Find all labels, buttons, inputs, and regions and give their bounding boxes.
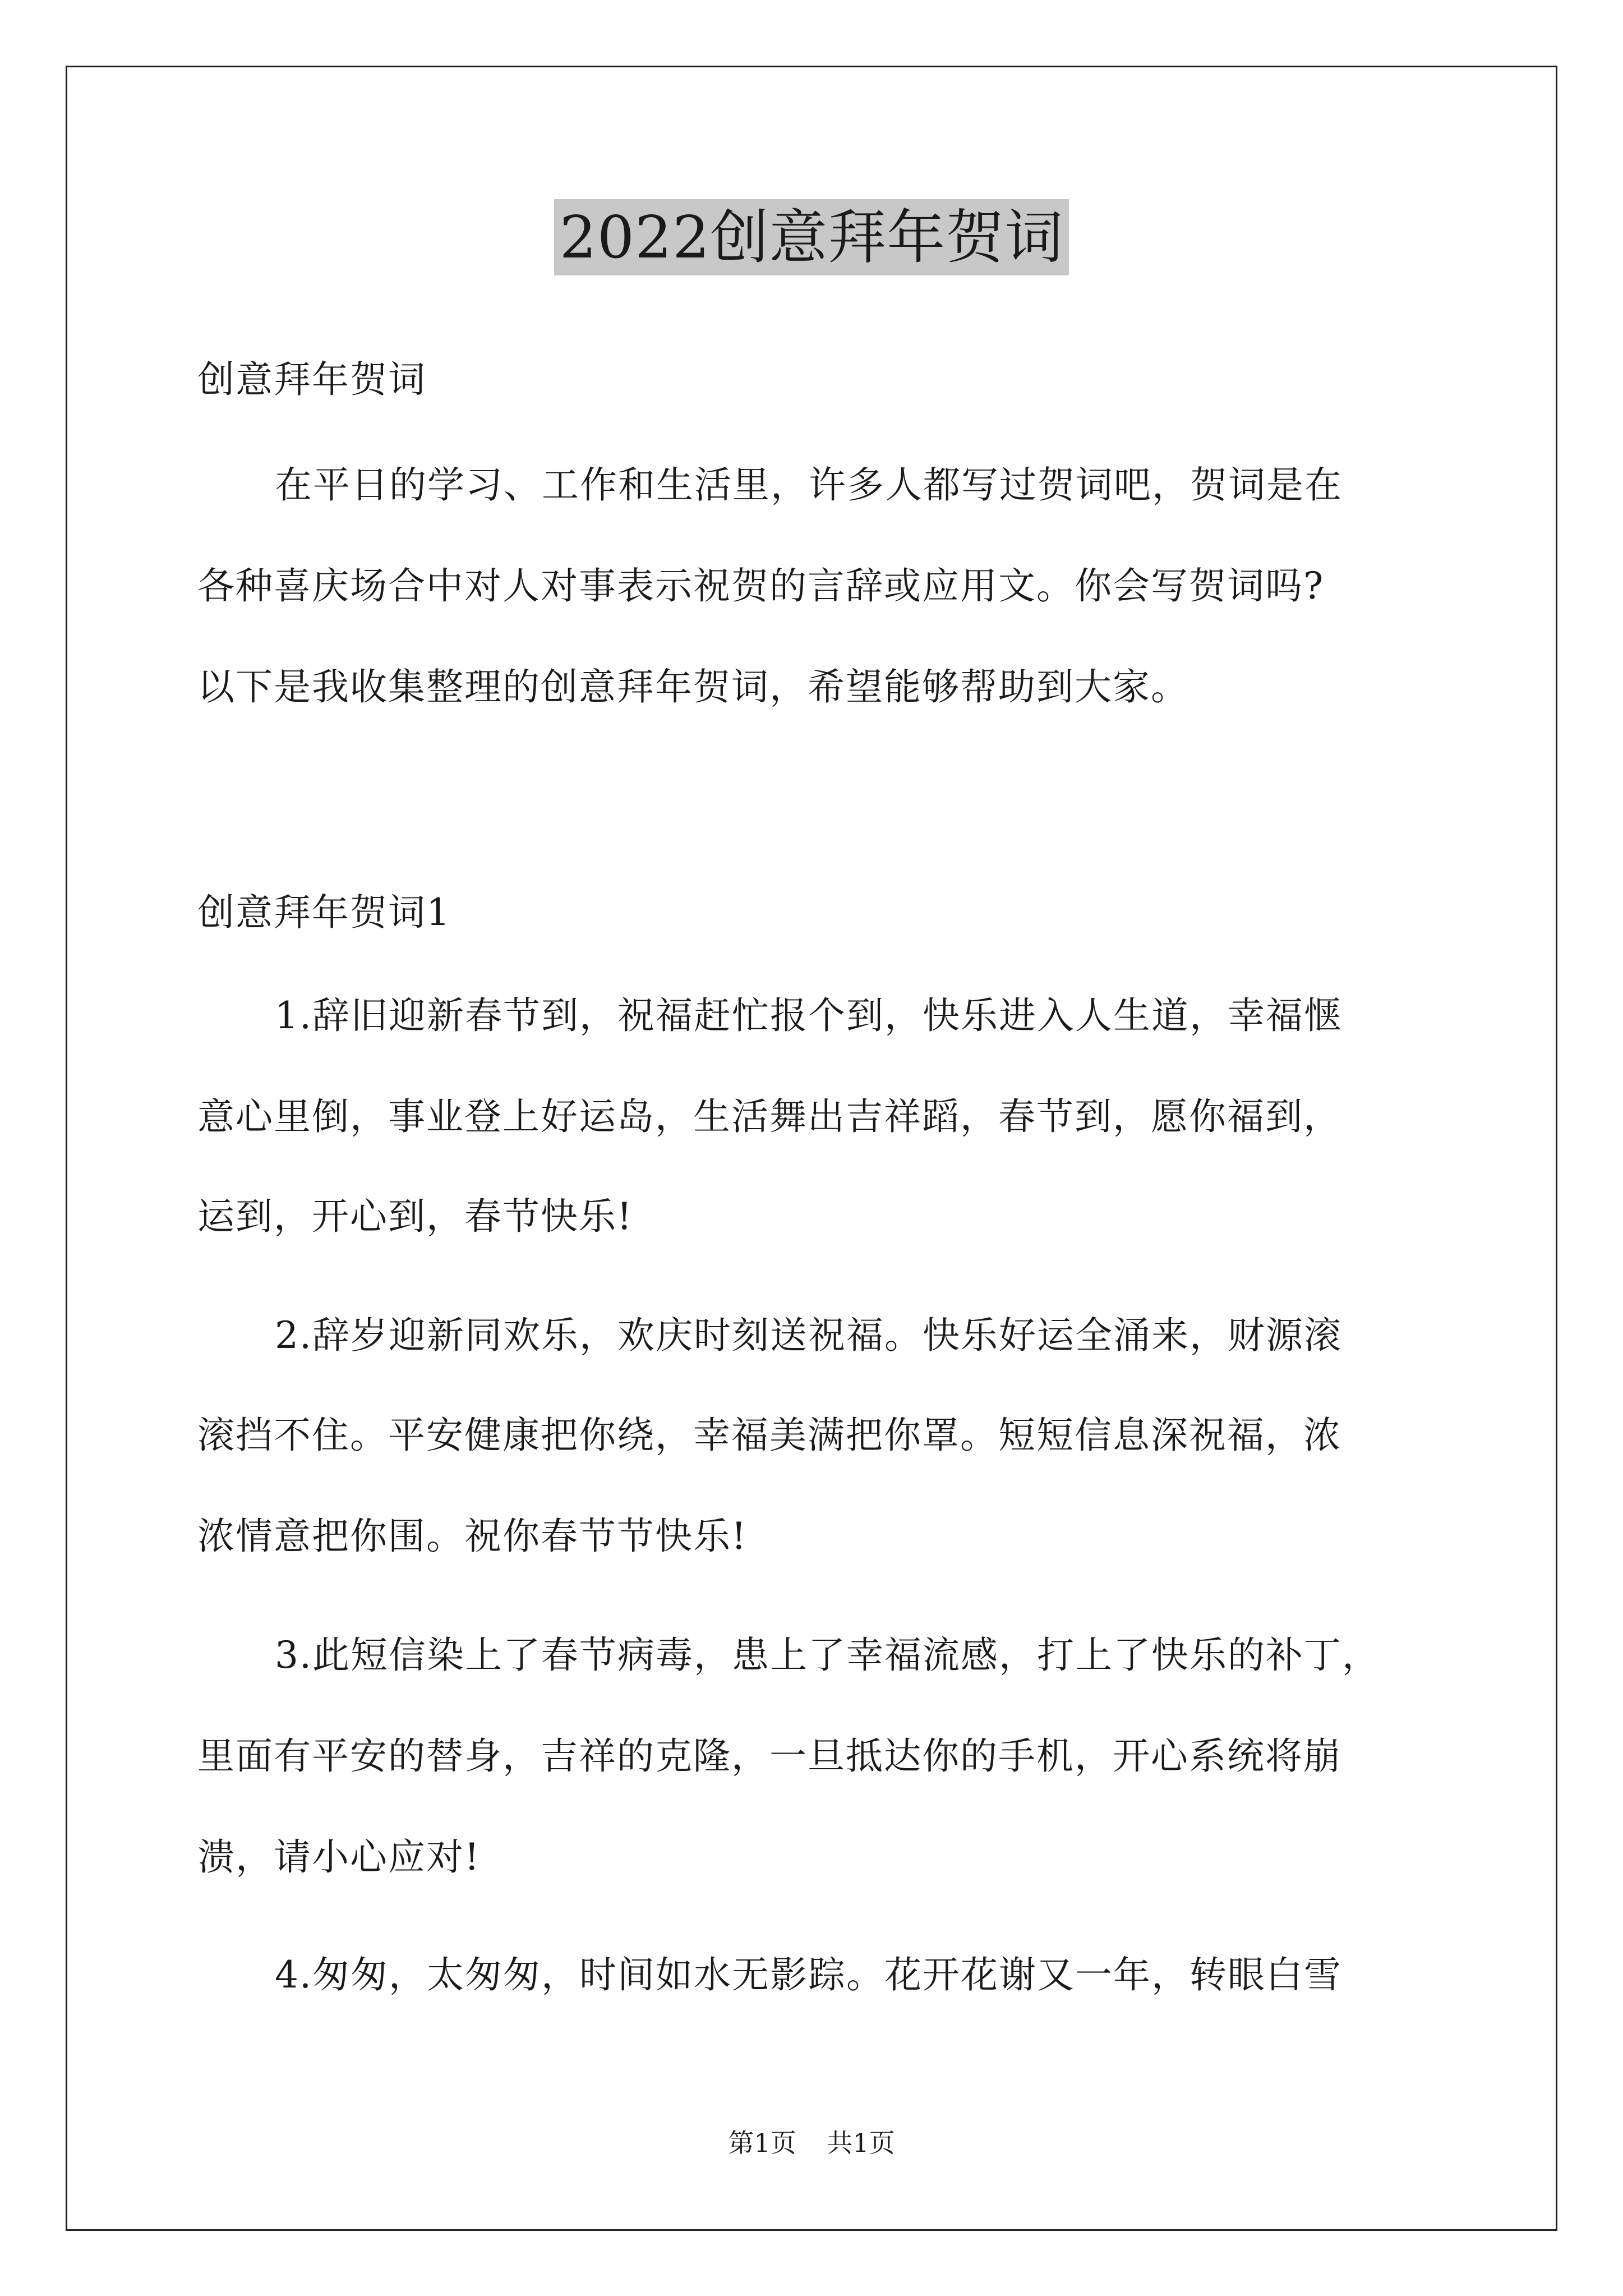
page-total: 共1页	[827, 2128, 895, 2158]
page-number: 第1页	[728, 2128, 796, 2158]
document-title: 2022创意拜年贺词	[554, 199, 1069, 275]
intro-line: 在平日的学习、工作和生活里，许多人都写过贺词吧，贺词是在	[275, 463, 1343, 507]
item-line: 1.辞旧迎新春节到，祝福赶忙报个到，快乐进入人生道，幸福惬	[275, 994, 1342, 1037]
item-line: 运到，开心到，春节快乐!	[197, 1195, 633, 1238]
item-line: 意心里倒，事业登上好运岛，生活舞出吉祥蹈，春节到，愿你福到，	[197, 1095, 1341, 1138]
item-line: 浓情意把你围。祝你春节节快乐!	[197, 1515, 748, 1558]
page-footer	[0, 2126, 1623, 2160]
heading: 创意拜年贺词	[197, 358, 426, 401]
item-line: 2.辞岁迎新同欢乐，欢庆时刻送祝福。快乐好运全涌来，财源滚	[275, 1314, 1342, 1357]
intro-line: 以下是我收集整理的创意拜年贺词，希望能够帮助到大家。	[197, 665, 1189, 708]
section-title: 创意拜年贺词1	[197, 891, 451, 934]
item-line: 里面有平安的替身，吉祥的克隆，一旦抵达你的手机，开心系统将崩	[197, 1734, 1341, 1778]
item-line: 4.匆匆，太匆匆，时间如水无影踪。花开花谢又一年，转眼白雪	[275, 1953, 1342, 1996]
item-line: 溃，请小心应对!	[197, 1835, 481, 1879]
title-container	[0, 199, 1623, 275]
item-line: 滚挡不住。平安健康把你绕，幸福美满把你罩。短短信息深祝福，浓	[197, 1414, 1341, 1457]
item-line: 3.此短信染上了春节病毒，患上了幸福流感，打上了快乐的补丁，	[275, 1634, 1380, 1677]
intro-line: 各种喜庆场合中对人对事表示祝贺的言辞或应用文。你会写贺词吗?	[197, 564, 1325, 608]
